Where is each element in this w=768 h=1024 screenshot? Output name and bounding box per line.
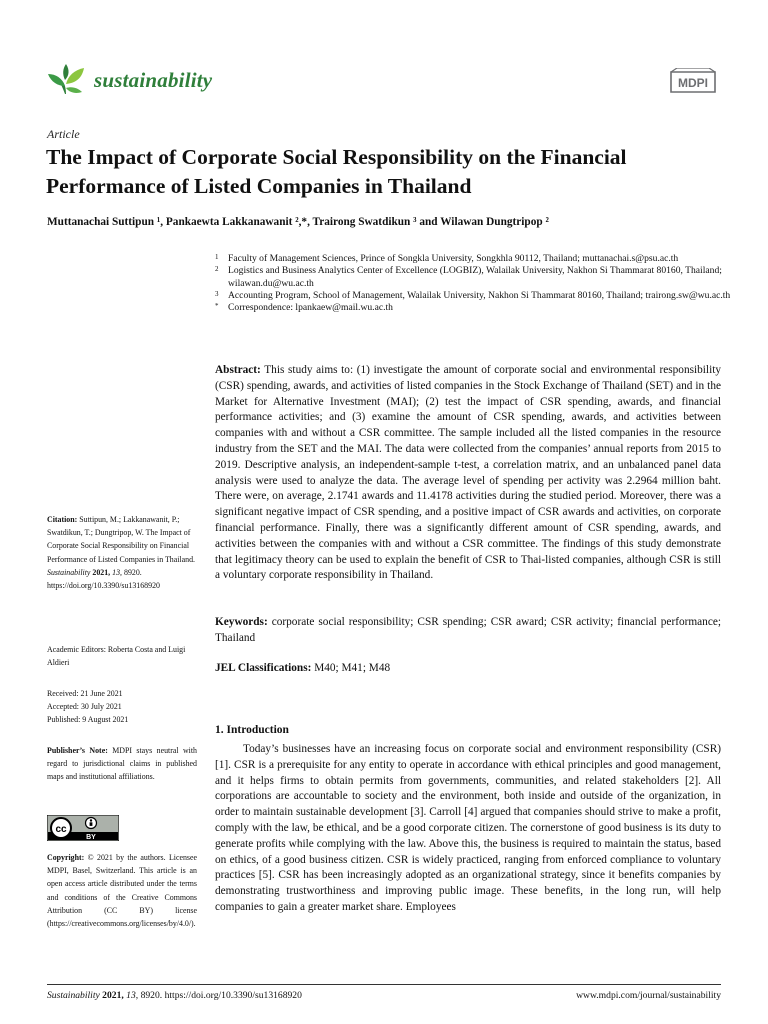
- copyright-notice: Copyright: © 2021 by the authors. Licensee MDPI, Basel, Switzerland. This article is an open access article distributed under the terms and conditions of the Creative Commons Attribution (CC BY) license (https://creativecommons.org/licenses/by/4.0/).: [47, 853, 197, 929]
- jel-classifications: [215, 661, 721, 677]
- footer-divider: [47, 984, 721, 985]
- publication-dates: [47, 687, 197, 727]
- abstract-label: Abstract:: [215, 364, 261, 376]
- abstract-text: This study aims to: (1) investigate the amount of corporate social and environmental responsibility (CSR) spending, awards, and activities of listed companies in the Stock Exchange of Thailand (SET) and in the Market for Alternative Investment (MAI); (2) test the impact of CSR spending, awards, and financial performance activities; and (3) examine the amount of CSR spending, awards, and activities between companies with and without a CSR committee. The sample included all the listed companies in the resource industry from the SET and the MAI. The data were collected from the companies’ annual reports from 2015 to 2019. Descriptive analysis, an independent-sample t-test, a correlation matrix, and an unbalanced panel data analysis were used to analyze the data. The average level of spending per activity was 2.2964 million baht. There were, on average, 2.1741 awards and 11.4178 activities during the studied period. Moreover, there was a significant negative impact of CSR spending, and a positive impact of CSR awards and activities, on corporate financial performance. Finally, there was a significantly different amount of CSR spending, awards, and activities between the companies with and without a CSR committee. The findings of this study demonstrate that legitimacy theory can be used to explain the benefit of CSR to Thai-listed companies, although CSR is still a voluntary corporate responsibility in Thailand.: [215, 364, 721, 582]
- footer-citation: Sustainability 2021, 13, 8920. https://doi.org/10.3390/su13168920: [47, 990, 302, 1001]
- journal-name: sustainability: [94, 68, 213, 92]
- citation-doi-link[interactable]: 8920. https://doi.org/10.3390/su13168920: [47, 567, 160, 591]
- keywords-text: corporate social responsibility; CSR spending; CSR award; CSR activity; financial performance; Thailand: [215, 616, 721, 644]
- svg-text:MDPI: MDPI: [678, 76, 708, 90]
- leaf-logo-icon: [46, 64, 86, 98]
- academic-editors: Academic Editors: Roberta Costa and Luigi Aldieri: [47, 645, 186, 668]
- section-heading-introduction: 1. Introduction: [215, 724, 289, 736]
- affiliation-3: 3 Accounting Program, School of Management, Walailak University, Nakhon Si Thammarat 80160, Thailand; trairong.sw@wu.ac.th: [215, 289, 731, 301]
- keywords-label: Keywords:: [215, 616, 268, 628]
- accepted-date: Accepted: 30 July 2021: [47, 702, 122, 712]
- affiliation-2: 2 Logistics and Business Analytics Center of Excellence (LOGBIZ), Walailak University, Nakhon Si Thammarat 80160, Thailand; wilawan.du@wu.ac.th: [215, 265, 722, 289]
- introduction-text: Today’s businesses have an increasing focus on corporate social and environment responsibility (CSR) [1]. CSR is a prerequisite for any entity to operate in accordance with ethical principles and good management, and it helps firms to obtain permits from governments, communities, and related stakeholders [2]. All corporations are accountable to society and the environment, both inside and outside of the organization, in order to maintain sustainable development [3]. Carroll [4] argued that companies should strive to make a profit, comply with the law, be ethical, and be a good corporate citizen. The cornerstone of good business is its duty to generate profits while complying with the law. Above this, the business is required to maintain the status, based on ethics, of a good business citizen. CSR is widely practiced, ranging from enforced compliance to voluntary practices [5]. CSR has been increasingly adopted as an organizational strategy, since it benefits companies by demonstrating trustworthiness and improving public image. These benefits, in the long run, will help companies to gain a greater market share. Employees: [215, 743, 721, 913]
- footer-doi-link[interactable]: 8920. https://doi.org/10.3390/su13168920: [140, 990, 302, 1001]
- cc-by-license-icon[interactable]: [47, 815, 119, 841]
- publisher-note: Publisher’s Note: MDPI stays neutral with regard to jurisdictional claims in published maps and institutional affiliations.: [47, 746, 197, 782]
- jel-label: JEL Classifications:: [215, 662, 312, 674]
- citation-block: Citation: Suttipun, M.; Lakkanawanit, P.; Swatdikun, T.; Dungtripop, W. The Impact of Corporate Social Responsibility on Financial Performance of Listed Companies in Thailand. Sustainability 2021, 13, 8920. https://doi.org/10.3390/su13168920: [47, 515, 195, 591]
- mdpi-logo: [668, 68, 718, 96]
- keywords: [215, 615, 721, 647]
- svg-text:BY: BY: [86, 834, 96, 841]
- article-type-label: Article: [47, 127, 80, 141]
- paper-title: The Impact of Corporate Social Responsibility on the Financial Performance of Listed Companies in Thailand: [46, 145, 627, 198]
- footer-journal-url[interactable]: www.mdpi.com/journal/sustainability: [576, 990, 721, 1001]
- abstract: [215, 363, 721, 584]
- svg-text:cc: cc: [55, 824, 67, 835]
- affiliations: [215, 253, 735, 314]
- jel-text: M40; M41; M48: [314, 662, 391, 674]
- received-date: Received: 21 June 2021: [47, 689, 123, 698]
- affiliation-1: 1 Faculty of Management Sciences, Prince of Songkla University, Songkhla 90112, Thailand; muttanachai.s@psu.ac.th: [215, 253, 679, 264]
- published-date: Published: 9 August 2021: [47, 715, 129, 725]
- author-list: Muttanachai Suttipun ¹, Pankaewta Lakkanawanit ²,*, Trairong Swatdikun ³ and Wilawan Dungtripop ²: [47, 216, 549, 228]
- correspondence: * Correspondence: lpankaew@mail.wu.ac.th: [215, 302, 393, 314]
